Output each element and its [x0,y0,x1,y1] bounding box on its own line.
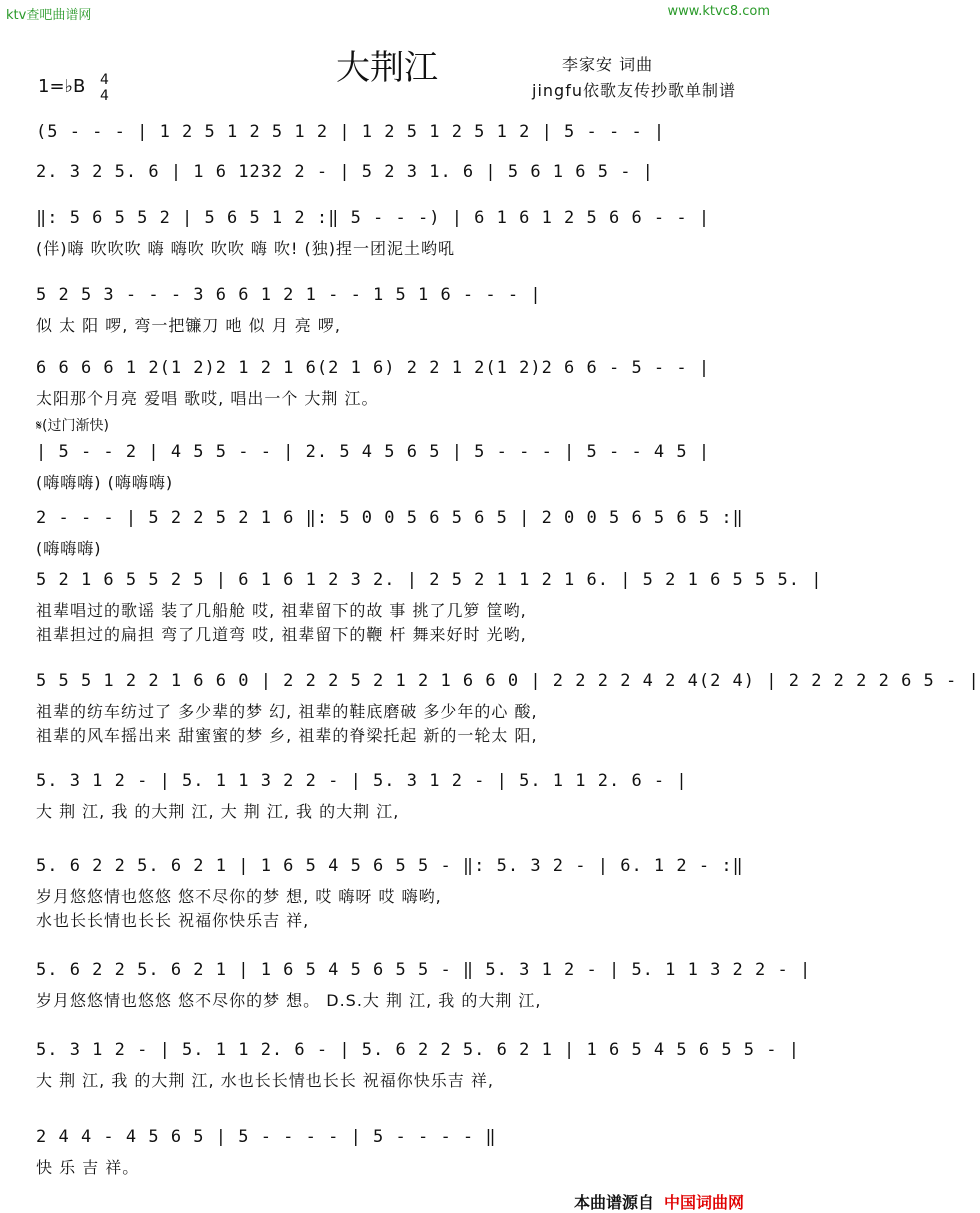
notation-row: 5. 6 2 2 5. 6 2 1 | 1 6 5 4 5 6 5 5 - ‖ 5. 3 1 2 - | 5. 1 1 3 2 2 - | [36,960,812,980]
notation-row: 6 6 6 6 1 2(1 2)2 1 2 1 6(2 1 6) 2 2 1 2(1 2)2 6 6 - 5 - - | [36,358,711,378]
watermark-left: ktv查吧曲谱网 [6,8,92,23]
lyric-line: (伴)嗨 吹吹吹 嗨 嗨吹 吹吹 嗨 吹! (独)捏一团泥土哟吼 [36,239,455,258]
key-signature: 1=♭B [38,76,86,97]
lyric-line: 岁月悠悠情也悠悠 悠不尽你的梦 想, 哎 嗨呀 哎 嗨哟, [36,887,442,906]
lyric-line: (嗨嗨嗨) [36,539,102,558]
lyric-line: 快 乐 吉 祥。 [36,1158,140,1177]
lyric-line: 太阳那个月亮 爱唱 歌哎, 唱出一个 大荆 江。 [36,389,379,408]
notation-row: (5 - - - | 1 2 5 1 2 5 1 2 | 1 2 5 1 2 5 1 2 | 5 - - - | [36,122,666,142]
song-title: 大荆江 [336,48,438,88]
section-marker: 𝄋(过门渐快) [36,418,109,434]
footer [574,1190,744,1213]
composer-credit: 李家安 词曲 [562,55,654,74]
lyric-line: 大 荆 江, 我 的大荆 江, 水也长长情也长长 祝福你快乐吉 祥, [36,1071,494,1090]
lyric-line: 水也长长情也长长 祝福你快乐吉 祥, [36,911,310,930]
lyric-line: (嗨嗨嗨) (嗨嗨嗨) [36,473,174,492]
notation-row: | 5 - - 2 | 4 5 5 - - | 2. 5 4 5 6 5 | 5 - - - | 5 - - 4 5 | [36,442,711,462]
notation-row: 5 5 5 1 2 2 1 6 6 0 | 2 2 2 5 2 1 2 1 6 6 0 | 2 2 2 2 4 2 4(2 4) | 2 2 2 2 2 6 5 - | [36,671,980,691]
watermark-right: www.ktvc8.com [667,4,770,19]
time-signature-top: 4 [100,72,109,88]
lyric-line: 祖辈的风车摇出来 甜蜜蜜的梦 乡, 祖辈的脊梁托起 新的一轮太 阳, [36,726,538,745]
footer-source: 本曲谱源自 [574,1193,655,1212]
notation-row: 5 2 1 6 5 5 2 5 | 6 1 6 1 2 3 2. | 2 5 2 1 1 2 1 6. | 5 2 1 6 5 5 5. | [36,570,823,590]
notation-row: 5. 6 2 2 5. 6 2 1 | 1 6 5 4 5 6 5 5 - ‖: 5. 3 2 - | 6. 1 2 - :‖ [36,856,744,876]
credits [532,52,736,104]
notation-row: 2. 3 2 5. 6 | 1 6 1232 2 - | 5 2 3 1. 6 | 5 6 1 6 5 - | [36,162,654,182]
time-signature-bottom: 4 [100,88,109,104]
notation-row: 2 4 4 - 4 5 6 5 | 5 - - - - | 5 - - - - ‖ [36,1127,497,1147]
transcriber-credit: jingfu依歌友传抄歌单制谱 [532,81,736,100]
time-signature [100,72,109,104]
lyric-line: 祖辈担过的扁担 弯了几道弯 哎, 祖辈留下的鞭 杆 舞来好时 光哟, [36,625,527,644]
lyric-line: 岁月悠悠情也悠悠 悠不尽你的梦 想。 D.S.大 荆 江, 我 的大荆 江, [36,991,542,1010]
footer-site: 中国词曲网 [664,1193,745,1212]
lyric-line: 似 太 阳 啰, 弯一把镰刀 吔 似 月 亮 啰, [36,316,341,335]
notation-row: 5. 3 1 2 - | 5. 1 1 2. 6 - | 5. 6 2 2 5. 6 2 1 | 1 6 5 4 5 6 5 5 - | [36,1040,800,1060]
lyric-line: 祖辈唱过的歌谣 装了几船舱 哎, 祖辈留下的故 事 挑了几箩 筐哟, [36,601,527,620]
lyric-line: 祖辈的纺车纺过了 多少辈的梦 幻, 祖辈的鞋底磨破 多少年的心 酸, [36,702,538,721]
notation-row: 5 2 5 3 - - - 3 6 6 1 2 1 - - 1 5 1 6 - - - | [36,285,542,305]
notation-row: 5. 3 1 2 - | 5. 1 1 3 2 2 - | 5. 3 1 2 - | 5. 1 1 2. 6 - | [36,771,688,791]
notation-row: 2 - - - | 5 2 2 5 2 1 6 ‖: 5 0 0 5 6 5 6 5 | 2 0 0 5 6 5 6 5 :‖ [36,508,744,528]
notation-row: ‖: 5 6 5 5 2 | 5 6 5 1 2 :‖ 5 - - -) | 6 1 6 1 2 5 6 6 - - | [36,208,711,228]
lyric-line: 大 荆 江, 我 的大荆 江, 大 荆 江, 我 的大荆 江, [36,802,400,821]
